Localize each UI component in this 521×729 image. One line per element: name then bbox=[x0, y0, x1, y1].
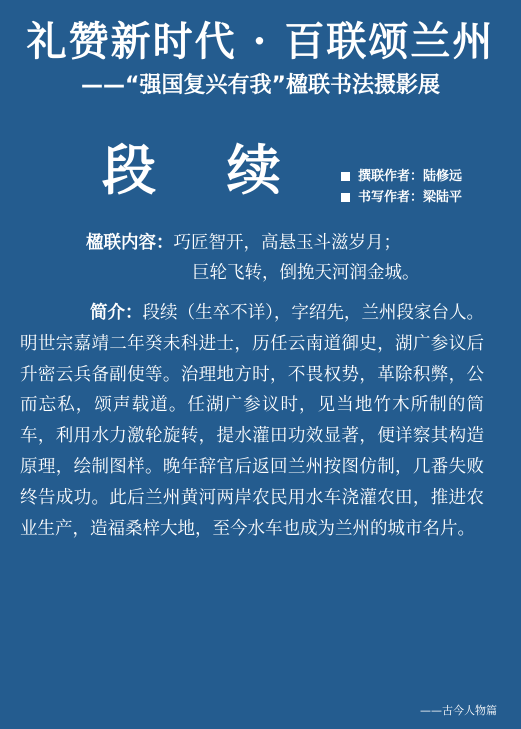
exhibition-title: 礼赞新时代 · 百联颂兰州 bbox=[26, 18, 495, 65]
couplet-author-label: 撰联作者： bbox=[358, 169, 424, 184]
exhibition-subtitle: ——“强国复兴有我”楹联书法摄影展 bbox=[81, 73, 440, 98]
couplet-label: 楹联内容： bbox=[86, 233, 174, 253]
couplet-author: 陆修远 bbox=[423, 169, 463, 184]
biography bbox=[20, 298, 484, 544]
square-bullet-icon bbox=[341, 193, 350, 202]
person-name: 段 续 bbox=[102, 138, 307, 202]
couplet-author-row bbox=[341, 166, 462, 187]
calligrapher-label: 书写作者： bbox=[358, 190, 424, 205]
couplet-line-2: 巨轮飞转，倒挽天河润金城。 bbox=[192, 263, 420, 283]
bio-label: 简介： bbox=[90, 303, 143, 323]
calligrapher: 梁陆平 bbox=[423, 190, 463, 205]
credits-block bbox=[341, 166, 462, 208]
couplet-line-1 bbox=[86, 228, 506, 258]
square-bullet-icon bbox=[341, 172, 350, 181]
calligrapher-row bbox=[341, 187, 462, 208]
source-note: ——古今人物篇 bbox=[420, 704, 497, 717]
couplet-text-1: 巧匠智开，高悬玉斗滋岁月； bbox=[173, 233, 401, 253]
couplet-block bbox=[86, 228, 506, 288]
bio-text: 段续（生卒不详），字绍先，兰州段家台人。明世宗嘉靖二年癸未科进士，历任云南道御史，湖广参议后升密云兵备副使等。治理地方时，不畏权势，革除积弊，公而忘私，颂声载道。任湖广参议时，见当地竹木所制的筒车，利用水力激轮旋转，提水灌田功效显著，便详察其构造原理，绘制图样。晚年辞官后返回兰州按图仿制，几番失败终告成功。此后兰州黄河两岸农民用水车浇灌农田，推进农业生产，造福桑梓大地，至今水车也成为兰州的城市名片。 bbox=[20, 303, 485, 539]
